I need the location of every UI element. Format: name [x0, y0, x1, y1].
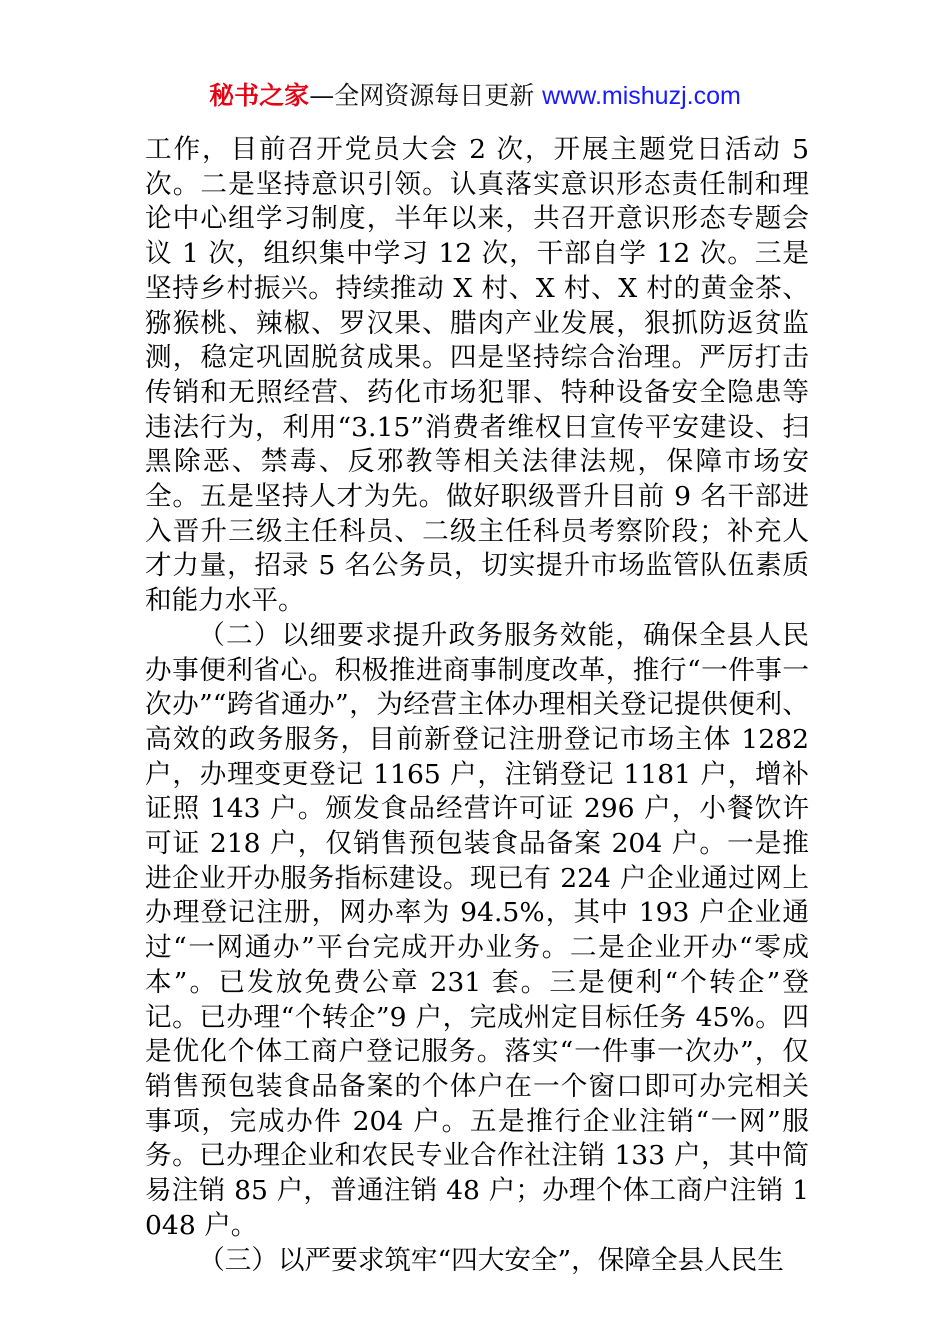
- paragraph-continuation: 工作，目前召开党员大会 2 次，开展主题党日活动 5 次。二是坚持意识引领。认真落实意识形态责任制和理论中心组学习制度，半年以来，共召开意识形态专题会议 1 次，组织集中学习 12 次，干部自学 12 次。三是坚持乡村振兴。持续推动 X 村、X 村、X 村的黄金茶、猕猴桃、辣椒、罗汉果、腊肉产业发展，狠抓防返贫监测，稳定巩固脱贫成果。四是坚持综合治理。严厉打击传销和无照经营、药化市场犯罪、特种设备安全隐患等违法行为，利用“3.15”消费者维权日宣传平安建设、扫黑除恶、禁毒、反邪教等相关法律法规，保障市场安全。五是坚持人才为先。做好职级晋升目前 9 名干部进入晋升三级主任科员、二级主任科员考察阶段；补充人才力量，招录 5 名公务员，切实提升市场监管队伍素质和能力水平。: [145, 134, 809, 617]
- paragraph-section-two: （二）以细要求提升政务服务效能，确保全县人民办事便利省心。积极推进商事制度改革，推行“一件事一次办”“跨省通办”，为经营主体办理相关登记提供便利、高效的政务服务，目前新登记注册登记市场主体 1282 户，办理变更登记 1165 户，注销登记 1181 户，增补证照 143 户。颁发食品经营许可证 296 户，小餐饮许可证 218 户，仅销售预包装食品备案 204 户。一是推进企业开办服务指标建设。现已有 224 户企业通过网上办理登记注册，网办率为 94.5%，其中 193 户企业通过“一网通办”平台完成开办业务。二是企业开办“零成本”。已发放免费公章 231 套。三是便利“个转企”登记。已办理“个转企”9 户，完成州定目标任务 45%。四是优化个体工商户登记服务。落实“一件事一次办”，仅销售预包装食品备案的个体户在一个窗口即可办完相关事项，完成办件 204 户。五是推行企业注销“一网”服务。已办理企业和农民专业合作社注销 133 户，其中简易注销 85 户，普通注销 48 户；办理个体工商户注销 1048 户。: [145, 619, 809, 1241]
- site-brand: 秘书之家: [209, 81, 310, 110]
- document-body: [145, 133, 809, 1278]
- paragraph-section-three: （三）以严要求筑牢“四大安全”，保障全县人民生: [198, 1244, 784, 1276]
- site-slogan: —全网资源每日更新: [309, 81, 535, 110]
- site-header: [0, 78, 950, 114]
- site-url-link[interactable]: www.mishuzj.com: [542, 82, 741, 110]
